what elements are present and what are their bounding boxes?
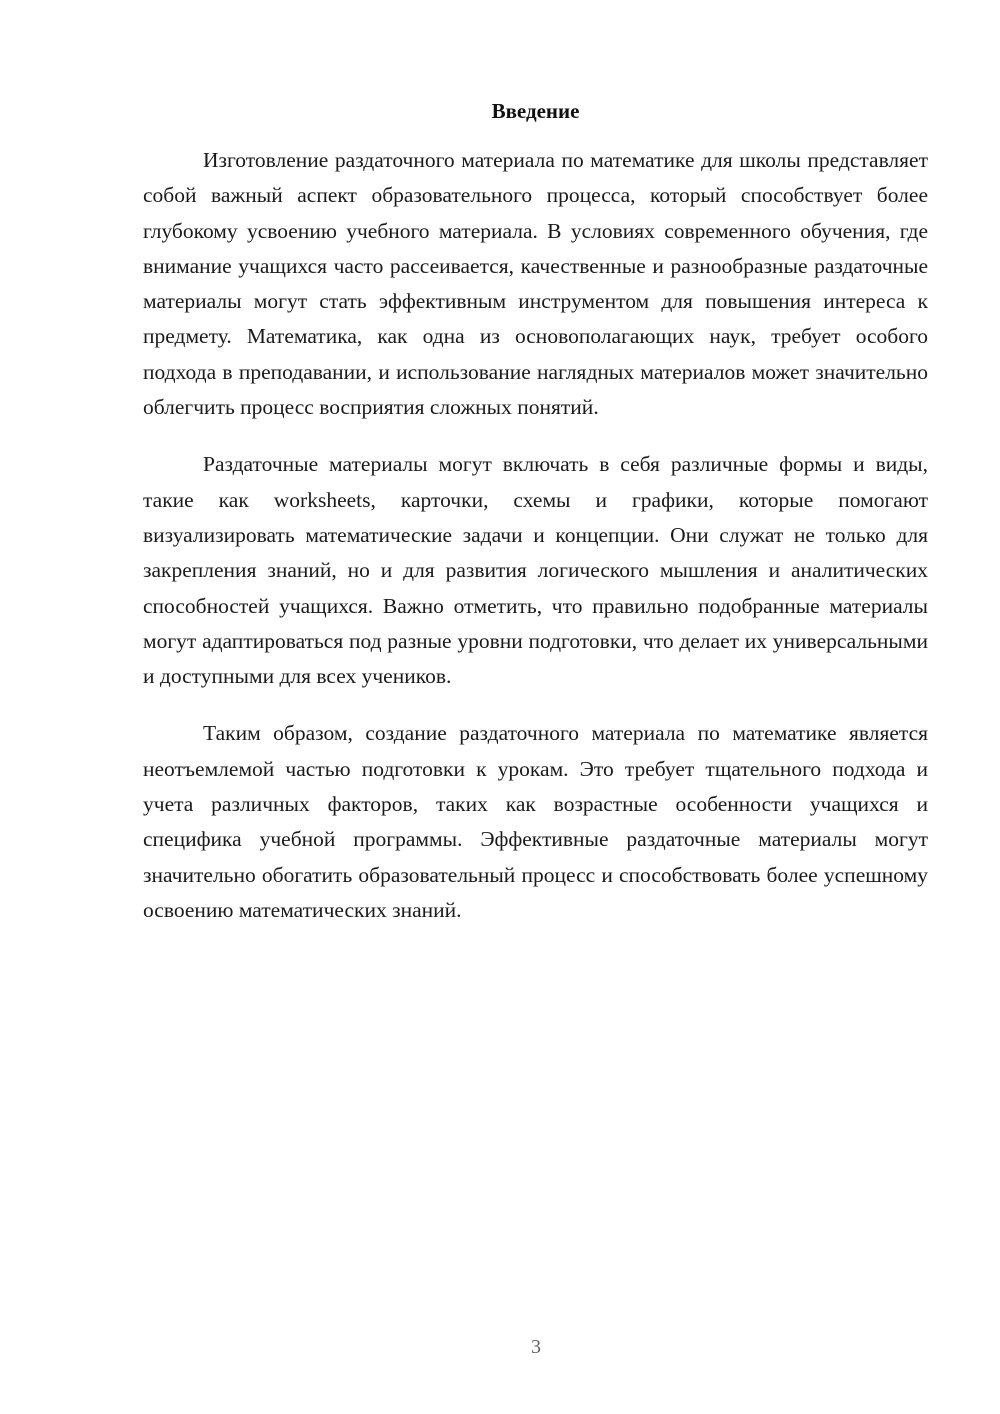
body-text xyxy=(143,143,928,950)
page-number: 3 xyxy=(531,1336,541,1358)
paragraph-2: Раздаточные материалы могут включать в себя различные формы и виды, такие как worksheets, карточки, схемы и графики, которые помогают визуализировать математические задачи и концепции. Они служат не только для закрепления знаний, но и для развития логического мышления и аналитических способностей учащихся. Важно отметить, что правильно подобранные материалы могут адаптироваться под разные уровни подготовки, что делает их универсальными и доступными для всех учеников. xyxy=(143,452,928,689)
section-heading: Введение xyxy=(491,99,580,123)
paragraph-1: Изготовление раздаточного материала по математике для школы представляет собой важный аспект образовательного процесса, который способствует более глубокому усвоению учебного материала. В условиях современного обучения, где внимание учащихся часто рассеивается, качественные и разнообразные раздаточные материалы могут стать эффективным инструментом для повышения интереса к предмету. Математика, как одна из основополагающих наук, требует особого подхода в преподавании, и использование наглядных материалов может значительно облегчить процесс восприятия сложных понятий. xyxy=(143,148,928,420)
paragraph-3: Таким образом, создание раздаточного материала по математике является неотъемлемой частью подготовки к урокам. Это требует тщательного подхода и учета различных факторов, таких как возрастные особенности учащихся и специфика учебной программы. Эффективные раздаточные материалы могут значительно обогатить образовательный процесс и способствовать более успешному освоению математических знаний. xyxy=(143,721,928,922)
